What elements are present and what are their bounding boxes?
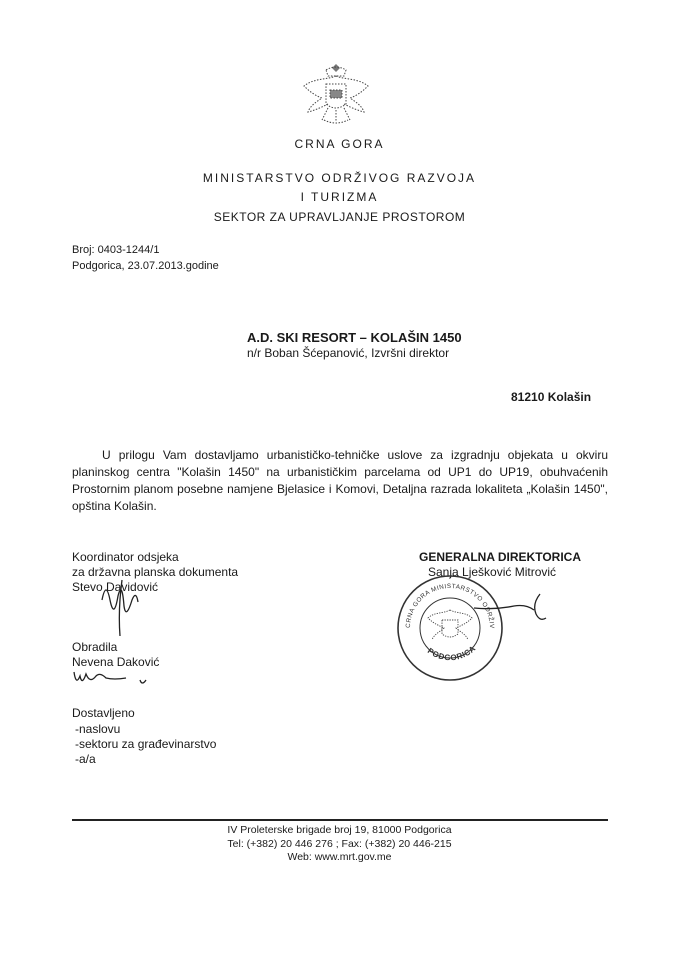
- stamp-ring-text: CRNA GORA MINISTARSTVO ODRŽIV: [404, 582, 496, 629]
- country-heading: CRNA GORA: [294, 137, 385, 151]
- prepared-by-label: Obradila: [72, 640, 118, 654]
- footer-web[interactable]: Web: www.mrt.gov.me: [287, 851, 392, 863]
- svg-text:PODGORICA: [426, 644, 478, 663]
- coordinator-name: Stevo Davidović: [72, 580, 159, 594]
- footer-address: IV Proleterske brigade broj 19, 81000 Podgorica: [227, 824, 452, 836]
- distribution-item: -naslovu: [75, 722, 121, 736]
- ministry-heading-line2: I TURIZMA: [300, 190, 379, 204]
- footer-divider: [72, 819, 608, 821]
- recipient-attention: n/r Boban Šćepanović, Izvršni direktor: [247, 346, 450, 360]
- body-paragraph: U prilogu Vam dostavljamo urbanističko-tehničke uslove za izgradnju objekata u okviru planinskog centra "Kolašin 1450" na urbanističkim parcelama od UP1 do UP19, obuhvaćenih Prostornim planom posebne namjene Bjelasice i Komovi, Detaljna razrada lokaliteta „Kolašin 1450", opština Kolašin.: [72, 448, 608, 513]
- recipient-name: A.D. SKI RESORT – KOLAŠIN 1450: [247, 330, 462, 345]
- coat-of-arms-emblem: [296, 60, 376, 130]
- coordinator-subtitle: za državna planska dokumenta: [72, 565, 239, 579]
- director-title: GENERALNA DIREKTORICA: [419, 550, 582, 564]
- distribution-item: -sektoru za građevinarstvo: [75, 737, 217, 751]
- sector-heading: SEKTOR ZA UPRAVLJANJE PROSTOROM: [213, 210, 466, 224]
- reference-number: Broj: 0403-1244/1: [72, 244, 160, 256]
- coordinator-signature: [92, 570, 162, 640]
- director-signature: [470, 588, 560, 628]
- recipient-postal: 81210 Kolašin: [511, 390, 592, 404]
- coordinator-title: Koordinator odsjeka: [72, 550, 179, 564]
- place-date: Podgorica, 23.07.2013.godine: [72, 260, 219, 272]
- stamp-city: PODGORICA: [425, 643, 478, 663]
- prepared-by-name: Nevena Daković: [72, 655, 160, 669]
- ministry-heading-line1: MINISTARSTVO ODRŽIVOG RAZVOJA: [202, 171, 477, 185]
- director-name: Sanja Lješković Mitrović: [428, 565, 557, 579]
- prepared-by-signature: [70, 666, 160, 692]
- distribution-item: -a/a: [75, 752, 96, 766]
- distribution-label: Dostavljeno: [72, 706, 135, 720]
- footer-phone-fax: Tel: (+382) 20 446 276 ; Fax: (+382) 20 446-215: [227, 838, 452, 850]
